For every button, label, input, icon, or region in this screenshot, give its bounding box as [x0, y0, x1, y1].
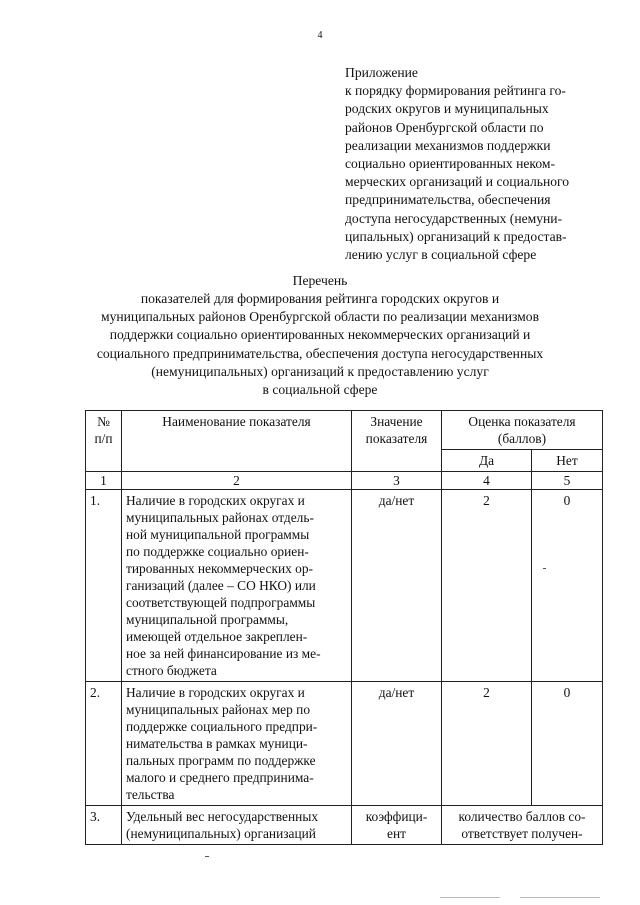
appendix-line: Приложение [345, 65, 418, 80]
indicator-name-line: малого и среднего предпринима- [126, 770, 314, 785]
header-num-line: п/п [94, 431, 113, 446]
indicator-name-line: тированных некоммерческих ор- [126, 561, 314, 576]
indicator-name-line: поддержке социального предпри- [126, 719, 318, 734]
list-subtitle-line: муниципальных районов Оренбургской области по реализации механизмов [100, 309, 539, 325]
indicator-name-line: тельства [126, 787, 175, 802]
indicator-name [122, 490, 352, 682]
indicator-name [122, 682, 352, 806]
indicator-name [122, 806, 352, 845]
header-yes: Да [442, 450, 532, 472]
list-subtitle-line: поддержки социально ориентированных некоммерческих организаций и [109, 327, 531, 343]
table-body [86, 490, 603, 845]
column-number-row [86, 472, 603, 490]
scan-mark [543, 568, 546, 569]
row-number: 2. [86, 682, 122, 806]
score-yes: 2 [442, 682, 532, 806]
list-subtitle-line: социального предпринимательства, обеспечения доступа негосударственных [96, 345, 544, 361]
appendix-line: ципальных) организаций к предостав- [345, 228, 567, 244]
indicator-name-line: муниципальной программы, [126, 612, 289, 627]
indicator-value [352, 682, 442, 806]
indicator-name-line: Наличие в городских округах и [126, 493, 305, 508]
score-no: 0 [532, 682, 603, 806]
indicator-name-line: Наличие в городских округах и [126, 685, 305, 700]
indicator-value-line: ент [387, 826, 406, 841]
scan-mark [205, 856, 209, 857]
header-score [442, 411, 603, 450]
indicator-value-line: да/нет [378, 493, 415, 508]
indicators-table [85, 410, 603, 845]
indicator-name-line: муниципальных районах отдель- [126, 510, 314, 525]
appendix-line: районов Оренбургской области по [345, 119, 544, 135]
header-score-line: (баллов) [497, 431, 547, 446]
list-subtitle [40, 290, 600, 399]
col-number: 5 [532, 472, 603, 490]
table-row [86, 682, 603, 806]
list-title: Перечень [292, 273, 348, 288]
header-value-line: показателя [365, 431, 428, 446]
header-name: Наименование показателя [122, 411, 352, 472]
table-row [86, 806, 603, 845]
indicator-name-line: (немуниципальных) организаций [126, 826, 316, 841]
header-score-line: Оценка показателя [468, 414, 576, 429]
col-number: 1 [86, 472, 122, 490]
indicator-name-line: нимательства в рамках муници- [126, 736, 308, 751]
page-number: 4 [317, 30, 323, 41]
header-no: Нет [532, 450, 603, 472]
list-subtitle-line: показателей для формирования рейтинга городских округов и [140, 291, 500, 306]
appendix-line: предпринимательства, обеспечения [345, 192, 551, 208]
appendix-line: к порядку формирования рейтинга го- [345, 83, 566, 99]
appendix-line: реализации механизмов поддержки [345, 137, 551, 153]
indicator-name-line: пальных программ по поддержке [126, 753, 316, 768]
indicator-score-line: ответствует получен- [461, 826, 583, 841]
indicator-name-line: стного бюджета [126, 663, 217, 678]
col-number: 3 [352, 472, 442, 490]
score-no: 0 [532, 490, 603, 682]
appendix-header [345, 64, 607, 264]
header-value-line: Значение [370, 414, 423, 429]
scan-mark [520, 897, 600, 898]
indicator-name-line: соответствующей подпрограммы [126, 595, 316, 610]
appendix-line: социально ориентированных неком- [345, 156, 556, 172]
scan-mark [440, 897, 500, 898]
indicator-name-line: ной муниципальной программы [126, 527, 310, 542]
appendix-line: мерческих организаций и социального [345, 174, 570, 190]
indicator-name-line: по поддержке социально ориен- [126, 544, 309, 559]
appendix-line: лению услуг в социальной сфере [345, 247, 537, 263]
row-number: 1. [86, 490, 122, 682]
col-number: 2 [122, 472, 352, 490]
appendix-line: родских округов и муниципальных [345, 101, 549, 117]
indicator-score-line: количество баллов со- [458, 809, 586, 824]
indicator-value [352, 806, 442, 845]
list-subtitle-line: в социальной сфере [262, 382, 378, 398]
indicator-name-line: ганизаций (далее – СО НКО) или [126, 578, 316, 593]
indicator-name-line: Удельный вес негосударственных [126, 809, 319, 824]
header-num-line: № [97, 414, 110, 429]
header-num [86, 411, 122, 472]
table-header-row [86, 411, 603, 450]
header-value [352, 411, 442, 472]
list-subtitle-line: (немуниципальных) организаций к предоставлению услуг [151, 363, 489, 379]
indicator-value-line: да/нет [378, 685, 415, 700]
col-number: 4 [442, 472, 532, 490]
indicator-value [352, 490, 442, 682]
indicator-name-line: имеющей отдельное закреплен- [126, 629, 308, 644]
score-yes: 2 [442, 490, 532, 682]
indicator-score [442, 806, 603, 845]
row-number: 3. [86, 806, 122, 845]
appendix-line: доступа негосударственных (немуни- [345, 210, 563, 226]
table-row [86, 490, 603, 682]
indicator-value-line: коэффици- [365, 809, 428, 824]
indicator-name-line: муниципальных районах мер по [126, 702, 311, 717]
indicator-name-line: ное за ней финансирование из ме- [126, 646, 321, 661]
